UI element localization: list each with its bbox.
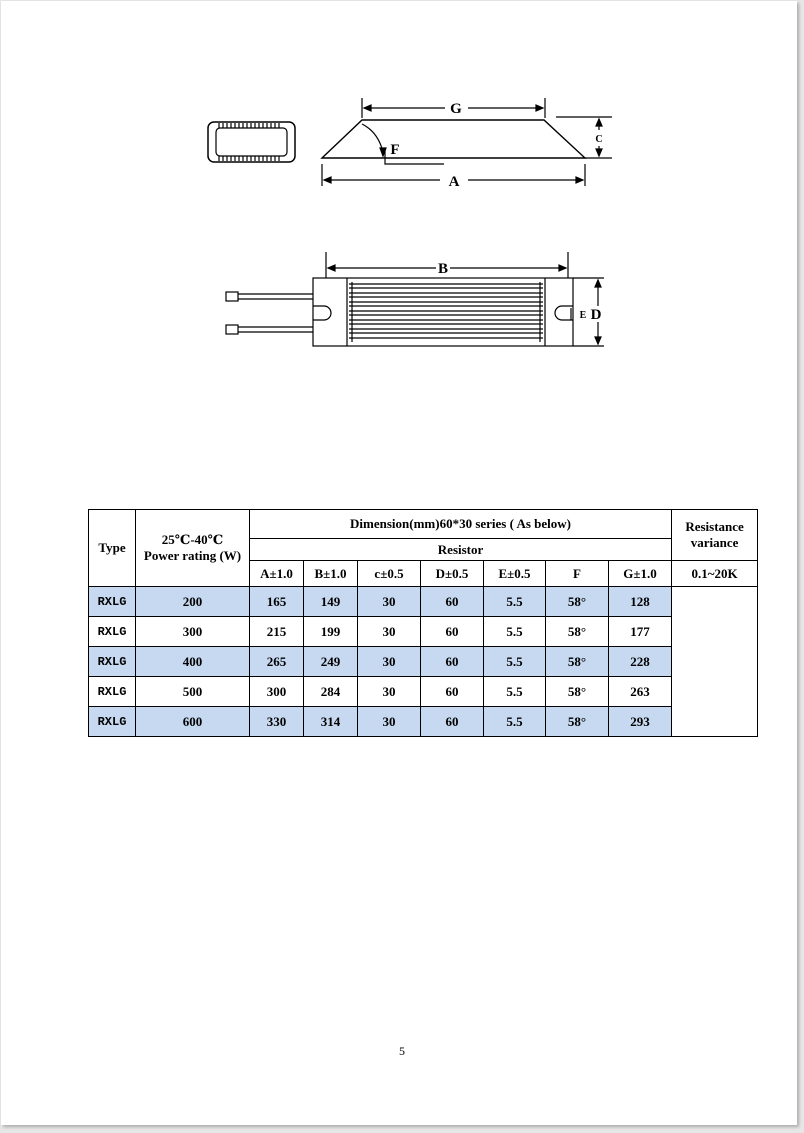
cell-c: 30 (358, 647, 421, 677)
cell-c: 30 (358, 587, 421, 617)
cell-power: 200 (136, 587, 250, 617)
cell-e: 5.5 (484, 707, 546, 737)
cell-f: 58° (546, 647, 609, 677)
cell-a: 330 (250, 707, 304, 737)
cell-power: 300 (136, 617, 250, 647)
cell-b: 284 (304, 677, 358, 707)
header-type: Type (89, 510, 136, 587)
table-row (89, 707, 758, 737)
header-power-rating: Power rating (W) (143, 548, 242, 563)
spec-table (88, 509, 758, 737)
cell-a: 215 (250, 617, 304, 647)
cell-power: 600 (136, 707, 250, 737)
top-view (226, 252, 604, 346)
header-power-temp: 25℃-40℃ (161, 532, 224, 547)
cell-e: 5.5 (484, 647, 546, 677)
cell-d: 60 (421, 617, 484, 647)
label-e: E (579, 310, 587, 321)
cell-f: 58° (546, 617, 609, 647)
label-d: D (590, 307, 602, 323)
cell-g: 293 (609, 707, 672, 737)
cell-a: 265 (250, 647, 304, 677)
table-row (89, 677, 758, 707)
cross-section-view (208, 122, 295, 162)
label-b: B (437, 261, 449, 277)
side-profile-view (322, 98, 612, 186)
header-resistance-line1: Resistance (685, 519, 744, 534)
cell-d: 60 (421, 677, 484, 707)
cell-e: 5.5 (484, 587, 546, 617)
cell-c: 30 (358, 617, 421, 647)
cell-type: RXLG (89, 587, 136, 617)
label-a: A (448, 174, 460, 190)
cell-type: RXLG (89, 707, 136, 737)
table-row (89, 647, 758, 677)
header-resistance (672, 510, 758, 561)
cell-power: 400 (136, 647, 250, 677)
cell-d: 60 (421, 587, 484, 617)
cell-f: 58° (546, 587, 609, 617)
cell-g: 177 (609, 617, 672, 647)
header-resistance-line2: variance (690, 535, 739, 550)
cell-c: 30 (358, 677, 421, 707)
cell-type: RXLG (89, 647, 136, 677)
cell-e: 5.5 (484, 617, 546, 647)
cell-g: 228 (609, 647, 672, 677)
cell-resistance-blank (672, 587, 758, 737)
header-resistor: Resistor (250, 539, 672, 561)
cell-b: 199 (304, 617, 358, 647)
cell-f: 58° (546, 677, 609, 707)
cell-power: 500 (136, 677, 250, 707)
label-f: F (390, 142, 400, 158)
col-e: E±0.5 (484, 561, 546, 587)
cell-type: RXLG (89, 677, 136, 707)
label-g: G (450, 101, 462, 117)
header-dimension: Dimension(mm)60*30 series ( As below) (250, 510, 672, 539)
cell-a: 165 (250, 587, 304, 617)
col-c: c±0.5 (358, 561, 421, 587)
cell-d: 60 (421, 707, 484, 737)
table-row (89, 587, 758, 617)
header-power (136, 510, 250, 587)
col-g: G±1.0 (609, 561, 672, 587)
cell-g: 263 (609, 677, 672, 707)
label-c: C (595, 134, 603, 145)
cell-f: 58° (546, 707, 609, 737)
cell-b: 149 (304, 587, 358, 617)
resistance-value: 0.1~20K (672, 561, 758, 587)
resistor-dimension-drawing (0, 0, 804, 380)
cell-e: 5.5 (484, 677, 546, 707)
cell-d: 60 (421, 647, 484, 677)
table-row (89, 617, 758, 647)
col-d: D±0.5 (421, 561, 484, 587)
col-f: F (546, 561, 609, 587)
cell-b: 249 (304, 647, 358, 677)
col-a: A±1.0 (250, 561, 304, 587)
cell-g: 128 (609, 587, 672, 617)
cell-type: RXLG (89, 617, 136, 647)
col-b: B±1.0 (304, 561, 358, 587)
cell-c: 30 (358, 707, 421, 737)
cell-b: 314 (304, 707, 358, 737)
page-number: 5 (399, 1044, 405, 1058)
cell-a: 300 (250, 677, 304, 707)
